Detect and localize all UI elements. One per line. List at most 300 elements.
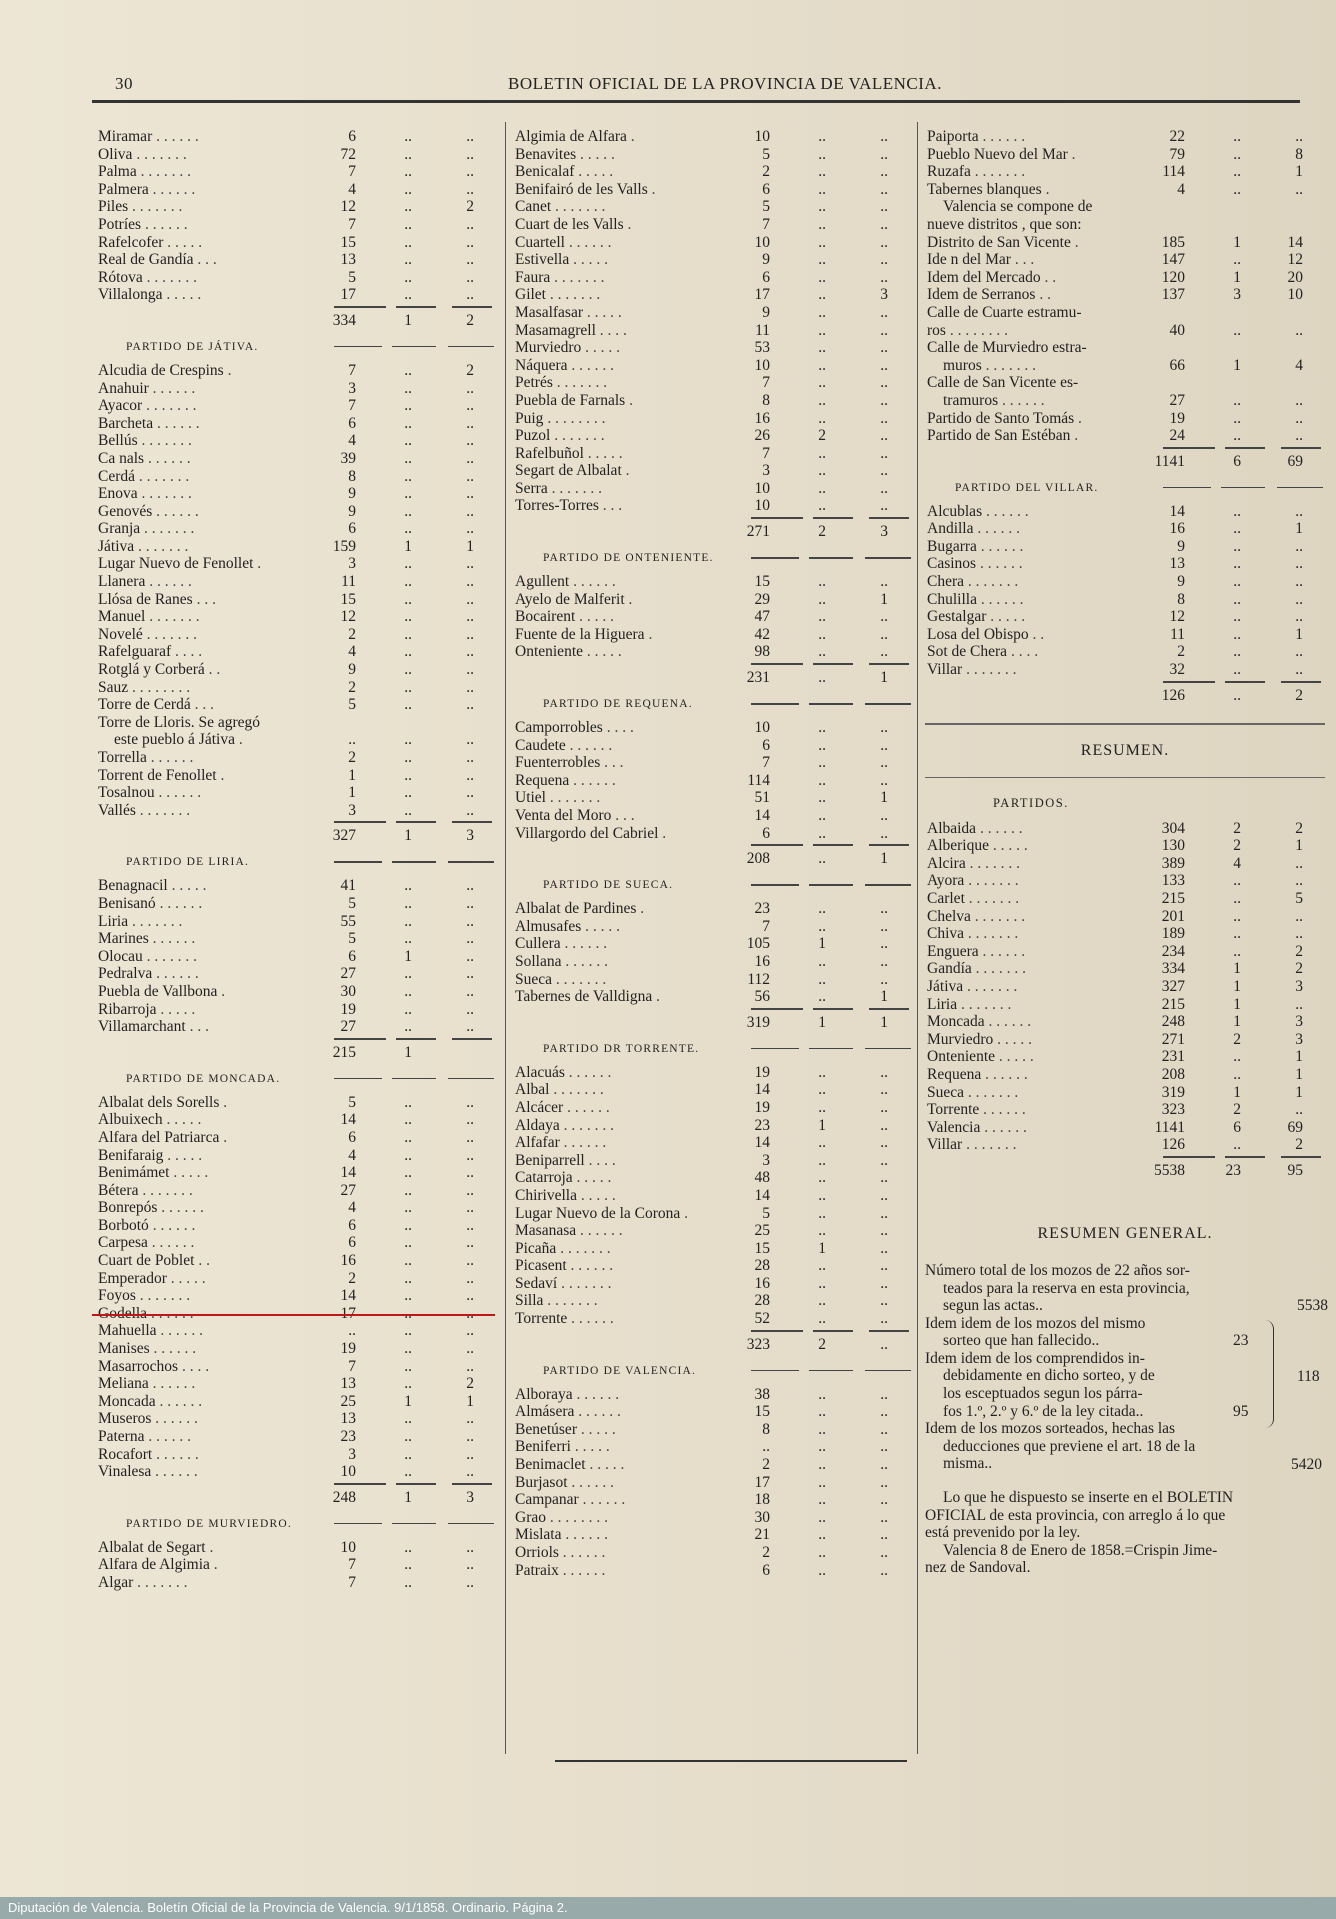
subtotal-row xyxy=(96,310,496,332)
value-cell: .. xyxy=(818,163,826,181)
municipality-name: Manises . . . . . . xyxy=(98,1340,197,1358)
leader-dots: . . . . . . xyxy=(154,784,202,802)
table-row xyxy=(96,1252,496,1270)
value-cell: 66 xyxy=(1169,356,1185,374)
municipality-name: Algimia de Alfara . xyxy=(515,128,635,145)
leader-dots: . . . . . xyxy=(583,444,623,462)
municipality-name: Alfara de Algimia . xyxy=(98,1556,218,1574)
subtotal-value: 1 xyxy=(818,1013,826,1031)
value-cell: .. xyxy=(466,1287,474,1305)
subtotal-value: 1 xyxy=(880,850,888,868)
value-cell: 19 xyxy=(340,1340,356,1358)
municipality-name: Lugar Nuevo de Fenollet . xyxy=(98,555,262,573)
table-row xyxy=(96,877,496,895)
leader-dots: . . . . . . . xyxy=(552,374,608,392)
leader-dots: . . . xyxy=(598,497,623,515)
table-row xyxy=(925,591,1325,609)
rule-segment xyxy=(751,1330,803,1332)
municipality-name: Benifaraig . . . . . xyxy=(98,1146,203,1164)
closing-line: nez de Sandoval. xyxy=(925,1559,1031,1577)
value-cell: .. xyxy=(1295,391,1303,409)
value-cell: 15 xyxy=(754,573,770,591)
summary-value: 118 xyxy=(1297,1367,1320,1385)
value-cell: .. xyxy=(880,444,888,462)
section-heading xyxy=(96,332,496,362)
table-row xyxy=(96,415,496,433)
closing-rule xyxy=(555,1760,907,1762)
value-cell: .. xyxy=(880,1491,888,1509)
leader-dots: . . . . . . . xyxy=(140,520,195,538)
closing-line: Valencia 8 de Enero de 1858.=Crispin Jime- xyxy=(943,1541,1218,1559)
value-cell: 14 xyxy=(340,1164,356,1182)
value-cell: .. xyxy=(1295,321,1303,339)
municipality-name: Benagnacil . . . . . xyxy=(98,877,207,895)
value-cell: .. xyxy=(466,1410,474,1428)
leader-dots: . . . . . . xyxy=(156,1322,204,1340)
text-line xyxy=(925,339,1325,357)
page-number: 30 xyxy=(115,74,133,93)
leader-dots: . xyxy=(209,1556,218,1574)
leader-dots: . . . . xyxy=(178,1357,210,1375)
table-row xyxy=(96,234,496,252)
value-cell: .. xyxy=(818,1081,826,1099)
leader-dots: . xyxy=(1070,233,1079,251)
subtotal-row xyxy=(925,685,1325,707)
closing-line: OFICIAL de esta provincia, con arreglo á lo que xyxy=(925,1506,1226,1524)
value-cell: 1 xyxy=(1295,625,1303,643)
municipality-name: Villamarchant . . . xyxy=(98,1018,209,1036)
value-cell: .. xyxy=(880,1456,888,1474)
municipality-name: Picaña . . . . . . . xyxy=(515,1239,611,1257)
value-cell: 130 xyxy=(1161,837,1185,855)
column-2 xyxy=(513,128,910,1579)
value-cell: 271 xyxy=(1161,1030,1185,1048)
value-cell: .. xyxy=(818,900,826,918)
value-cell: 1 xyxy=(818,935,826,953)
leader-dots: . xyxy=(253,555,262,573)
value-cell: 14 xyxy=(340,1111,356,1129)
leader-dots: . xyxy=(624,590,633,608)
text-content: Calle de San Vicente es- xyxy=(927,374,1079,392)
spacer xyxy=(925,1182,1325,1216)
value-cell: .. xyxy=(818,1186,826,1204)
leader-dots: . xyxy=(223,361,232,379)
section-label: PARTIDO DE VALENCIA. xyxy=(543,1364,697,1377)
table-row xyxy=(96,1358,496,1376)
table-row xyxy=(96,749,496,767)
municipality-name: Olocau . . . . . . . xyxy=(98,947,198,965)
municipality-name: Puebla de Farnals . xyxy=(515,391,633,409)
value-cell: .. xyxy=(404,215,412,233)
value-cell: .. xyxy=(880,1081,888,1099)
table-row xyxy=(513,1187,910,1205)
value-cell: .. xyxy=(1233,661,1241,679)
value-cell: .. xyxy=(880,163,888,181)
value-cell: .. xyxy=(818,303,826,321)
municipality-name: Masarrochos . . . . xyxy=(98,1357,210,1375)
value-cell: 1 xyxy=(880,590,888,608)
subtotal-value: 323 xyxy=(746,1335,770,1353)
value-cell: .. xyxy=(1295,590,1303,608)
municipality-name: Rafelbuñol . . . . . xyxy=(515,444,623,462)
value-cell: .. xyxy=(466,1269,474,1287)
value-cell: 1 xyxy=(1295,837,1303,855)
value-cell: 14 xyxy=(754,1081,770,1099)
value-cell: .. xyxy=(818,409,826,427)
leader-dots: . . . . . . xyxy=(558,1544,606,1561)
summary-line: deducciones que previene el art. 18 de la xyxy=(943,1437,1196,1455)
value-cell: .. xyxy=(466,1181,474,1199)
table-row xyxy=(513,286,910,304)
leader-dots: . . . . . . xyxy=(153,414,200,432)
table-row xyxy=(513,128,910,146)
value-cell: 5 xyxy=(348,696,356,714)
text-line xyxy=(925,216,1325,234)
table-row xyxy=(925,1031,1325,1049)
value-cell: .. xyxy=(404,766,412,784)
summary-line: los esceptuados segun los párra- xyxy=(943,1385,1143,1403)
value-cell: 27 xyxy=(1169,391,1185,409)
value-cell: 9 xyxy=(1177,573,1185,591)
rule-segment xyxy=(452,306,492,308)
table-row xyxy=(513,1509,910,1527)
table-row xyxy=(925,943,1325,961)
municipality-name: Cuart de les Valls . xyxy=(515,215,632,233)
municipality-name: Ca nals . . . . . . xyxy=(98,449,191,467)
rule-segment xyxy=(396,1038,436,1040)
municipality-name: Murviedro . . . . . xyxy=(515,339,621,357)
value-cell: .. xyxy=(404,1000,412,1018)
municipality-name: Bonrepós . . . . . . xyxy=(98,1199,204,1217)
value-cell: 3 xyxy=(1295,1013,1303,1031)
value-cell: .. xyxy=(404,467,412,485)
value-cell: 10 xyxy=(754,497,770,515)
value-cell: 16 xyxy=(1169,520,1185,538)
leader-dots: . . . . . xyxy=(163,233,203,251)
value-cell: 13 xyxy=(340,251,356,269)
municipality-name: Masamagrell . . . . xyxy=(515,321,627,339)
section-rule xyxy=(865,1048,911,1050)
value-cell: 2 xyxy=(1177,643,1185,661)
municipality-name: Idem de Serranos . . xyxy=(927,286,1051,304)
value-cell: 30 xyxy=(754,1508,770,1526)
leader-dots: . . . . . . xyxy=(148,379,196,397)
table-row xyxy=(96,1410,496,1428)
leader-dots: . xyxy=(623,215,632,233)
subtotal-value: 1 xyxy=(880,669,888,687)
value-cell: .. xyxy=(466,414,474,432)
municipality-name: Gilet . . . . . . . xyxy=(515,286,601,304)
value-cell: .. xyxy=(404,1146,412,1164)
value-cell: .. xyxy=(880,1116,888,1134)
value-cell: 1 xyxy=(880,789,888,807)
table-row xyxy=(96,626,496,644)
value-cell: .. xyxy=(1233,163,1241,181)
municipality-name: Bugarra . . . . . . xyxy=(927,537,1024,555)
municipality-name: Torrent de Fenollet . xyxy=(98,766,225,784)
table-row xyxy=(925,890,1325,908)
municipality-name: Benimaclet . . . . . xyxy=(515,1456,625,1474)
value-cell: 3 xyxy=(348,379,356,397)
value-cell: .. xyxy=(1233,409,1241,427)
municipality-name: Albalat de Pardines . xyxy=(515,900,645,918)
value-cell: 189 xyxy=(1161,925,1185,943)
value-cell: .. xyxy=(880,643,888,661)
municipality-name: Oliva . . . . . . . xyxy=(98,145,187,163)
value-cell: 14 xyxy=(1169,502,1185,520)
municipality-name: Benimámet . . . . . xyxy=(98,1164,209,1182)
value-cell: .. xyxy=(466,1573,474,1591)
value-cell: .. xyxy=(880,198,888,216)
leader-dots: . . . . . xyxy=(570,1438,610,1456)
value-cell: 2 xyxy=(466,1375,474,1393)
value-cell: 137 xyxy=(1161,286,1185,304)
value-cell: .. xyxy=(466,233,474,251)
municipality-name: Real de Gandía . . . xyxy=(98,251,217,269)
value-cell: .. xyxy=(880,1063,888,1081)
value-cell: .. xyxy=(880,608,888,626)
summary-line: teados para la reserva en esta provincia, xyxy=(943,1279,1190,1297)
value-cell: 7 xyxy=(348,361,356,379)
value-cell: 14 xyxy=(340,1287,356,1305)
municipality-name: Benifairó de les Valls . xyxy=(515,180,656,198)
value-cell: .. xyxy=(466,555,474,573)
value-cell: 6 xyxy=(348,1234,356,1252)
value-cell: .. xyxy=(404,1573,412,1591)
municipality-name: Rocafort . . . . . . xyxy=(98,1445,199,1463)
leader-dots: . . xyxy=(1035,286,1051,304)
value-cell: 10 xyxy=(754,128,770,145)
value-cell: .. xyxy=(404,643,412,661)
value-cell: .. xyxy=(348,1322,356,1340)
value-cell: .. xyxy=(466,485,474,503)
value-cell: 10 xyxy=(340,1538,356,1556)
value-cell: 6 xyxy=(348,947,356,965)
value-cell: .. xyxy=(404,965,412,983)
value-cell: .. xyxy=(1295,661,1303,679)
value-cell: .. xyxy=(818,1456,826,1474)
value-cell: 114 xyxy=(1162,163,1185,181)
leader-dots: . . . . . . xyxy=(981,1065,1028,1083)
value-cell: 6 xyxy=(1233,1118,1241,1136)
value-cell: .. xyxy=(880,1239,888,1257)
table-row xyxy=(96,913,496,931)
value-cell: 15 xyxy=(754,1403,770,1421)
value-cell: .. xyxy=(880,970,888,988)
value-cell: 6 xyxy=(762,824,770,842)
leader-dots: . . xyxy=(204,661,221,679)
rule-segment xyxy=(334,821,386,823)
table-row xyxy=(96,679,496,697)
table-row xyxy=(96,1217,496,1235)
municipality-name: Moncada . . . . . . xyxy=(98,1392,203,1410)
value-cell: .. xyxy=(1295,409,1303,427)
value-cell: .. xyxy=(1233,502,1241,520)
value-cell: .. xyxy=(466,784,474,802)
value-cell: .. xyxy=(880,1204,888,1222)
table-row xyxy=(96,983,496,1001)
summary-line: Número total de los mozos de 22 años sor- xyxy=(925,1261,1190,1279)
table-row xyxy=(925,661,1325,679)
table-row xyxy=(513,410,910,428)
leader-dots: . . . . . . xyxy=(146,749,194,766)
leader-dots: . . . . . . xyxy=(574,1403,621,1421)
table-row xyxy=(513,251,910,269)
value-cell: 9 xyxy=(762,251,770,269)
leader-dots: . . . . . . xyxy=(567,1310,614,1328)
value-cell: 201 xyxy=(1161,907,1185,925)
value-cell: .. xyxy=(404,1463,412,1481)
table-row xyxy=(513,462,910,480)
leader-dots: . . . . . xyxy=(577,1186,616,1204)
value-cell: 3 xyxy=(348,801,356,819)
value-cell: .. xyxy=(466,1111,474,1129)
rule-segment xyxy=(813,1330,853,1332)
value-cell: .. xyxy=(404,286,412,304)
value-cell: 19 xyxy=(340,1000,356,1018)
value-cell: .. xyxy=(404,163,412,181)
value-cell: 98 xyxy=(754,643,770,661)
value-cell: 2 xyxy=(762,1456,770,1474)
municipality-name: Paiporta . . . . . . xyxy=(927,128,1026,145)
municipality-name: Utiel . . . . . . . xyxy=(515,789,601,807)
leader-dots: . . . . . . . xyxy=(546,789,601,807)
municipality-name: Venta del Moro . . . xyxy=(515,807,635,824)
value-cell: 3 xyxy=(1233,286,1241,304)
value-cell: .. xyxy=(404,1111,412,1129)
value-cell: .. xyxy=(818,1385,826,1403)
table-row xyxy=(513,427,910,445)
leader-dots: . . . xyxy=(192,590,216,608)
leader-dots: . . . . . . . . xyxy=(543,409,606,427)
municipality-name: Llósa de Ranes . . . xyxy=(98,590,216,608)
table-row xyxy=(96,1182,496,1200)
municipality-name: Museros . . . . . . xyxy=(98,1410,198,1428)
value-cell: 1 xyxy=(1295,520,1303,538)
value-cell: .. xyxy=(880,1257,888,1275)
value-cell: 32 xyxy=(1169,661,1185,679)
municipality-name: Paterna . . . . . . xyxy=(98,1428,191,1445)
value-cell: 12 xyxy=(1287,251,1303,269)
text-line xyxy=(96,714,496,732)
table-row xyxy=(96,380,496,398)
municipality-name: Alboraya . . . . . . xyxy=(515,1385,620,1403)
subtotal-value: 327 xyxy=(332,827,356,845)
value-cell: 5 xyxy=(348,894,356,912)
municipality-name: Cuart de Poblet . . xyxy=(98,1252,210,1270)
summary-value: 5420 xyxy=(1291,1455,1322,1473)
value-cell: 16 xyxy=(754,1274,770,1292)
value-cell: .. xyxy=(818,1491,826,1509)
leader-dots: . . . . . . xyxy=(564,233,612,251)
value-cell: 1141 xyxy=(1154,1118,1185,1136)
value-cell: 105 xyxy=(746,935,770,953)
value-cell: 2 xyxy=(466,361,474,379)
value-cell: 3 xyxy=(348,1445,356,1463)
municipality-name: Partido de Santo Tomás . xyxy=(927,409,1082,427)
value-cell: .. xyxy=(818,1310,826,1328)
value-cell: 2 xyxy=(762,163,770,181)
leader-dots: . xyxy=(680,1204,689,1222)
value-cell: .. xyxy=(404,1375,412,1393)
municipality-name: Murviedro . . . . . xyxy=(927,1030,1033,1048)
municipality-name: Miramar . . . . . . xyxy=(98,128,199,145)
value-cell: .. xyxy=(466,982,474,1000)
column-divider xyxy=(917,122,918,1754)
summary-line: misma.. xyxy=(943,1455,993,1473)
value-cell: 4 xyxy=(1295,356,1303,374)
value-cell: .. xyxy=(404,502,412,520)
table-row xyxy=(513,953,910,971)
table-row xyxy=(925,251,1325,269)
municipality-name: Manuel . . . . . . . xyxy=(98,608,200,626)
section-rule xyxy=(334,346,382,348)
table-row xyxy=(513,1544,910,1562)
table-row xyxy=(96,573,496,591)
value-cell: 25 xyxy=(340,1392,356,1410)
section-rule xyxy=(448,1523,494,1525)
value-cell: 14 xyxy=(754,1134,770,1152)
municipality-name: Villar . . . . . . . xyxy=(927,1136,1017,1154)
value-cell: 2 xyxy=(1295,1136,1303,1154)
table-row xyxy=(513,163,910,181)
municipality-name: muros . . . . . . . xyxy=(943,356,1036,374)
municipality-name: Cerdá . . . . . . . xyxy=(98,467,190,485)
table-row xyxy=(925,1013,1325,1031)
leader-dots: . . . . . . xyxy=(984,1013,1032,1031)
table-row xyxy=(513,1134,910,1152)
value-cell: .. xyxy=(404,397,412,415)
leader-dots: . . . . . xyxy=(574,163,614,181)
value-cell: .. xyxy=(818,321,826,339)
table-row xyxy=(96,1001,496,1019)
section-rule xyxy=(448,1078,494,1080)
leader-dots: . . . . . . . xyxy=(547,479,602,497)
leader-dots: . . . . . . xyxy=(572,1385,620,1403)
municipality-name: Grao . . . . . . . . xyxy=(515,1508,608,1526)
municipality-name: Chelva . . . . . . . xyxy=(927,907,1026,925)
table-row xyxy=(925,146,1325,164)
municipality-name: Distrito de San Vicente . xyxy=(927,233,1079,251)
value-cell: 2 xyxy=(1295,942,1303,960)
value-cell: .. xyxy=(404,198,412,216)
value-cell: 52 xyxy=(754,1310,770,1328)
table-row xyxy=(96,432,496,450)
table-row xyxy=(513,608,910,626)
municipality-name: Ayora . . . . . . . xyxy=(927,872,1019,890)
municipality-name: Segart de Albalat . xyxy=(515,462,630,480)
value-cell: .. xyxy=(404,1428,412,1445)
value-cell: .. xyxy=(818,251,826,269)
leader-dots: . . . . . . . xyxy=(132,145,187,163)
value-cell: .. xyxy=(880,1420,888,1438)
section-rule xyxy=(809,1048,853,1050)
leader-dots: . . . . . xyxy=(576,145,615,163)
value-cell: .. xyxy=(818,771,826,789)
leader-dots: . . . . . . xyxy=(567,1473,615,1491)
leader-dots: . . . . . . . xyxy=(981,356,1036,374)
table-row xyxy=(513,1205,910,1223)
municipality-name: Gandía . . . . . . . xyxy=(927,960,1027,978)
value-cell: .. xyxy=(818,719,826,737)
table-row xyxy=(513,591,910,609)
value-cell: .. xyxy=(880,356,888,374)
value-cell: .. xyxy=(880,233,888,251)
value-cell: 21 xyxy=(754,1526,770,1544)
leader-dots: . . . . . . xyxy=(148,1216,196,1234)
table-row xyxy=(513,269,910,287)
section-label: PARTIDO DE LIRIA. xyxy=(126,856,250,869)
